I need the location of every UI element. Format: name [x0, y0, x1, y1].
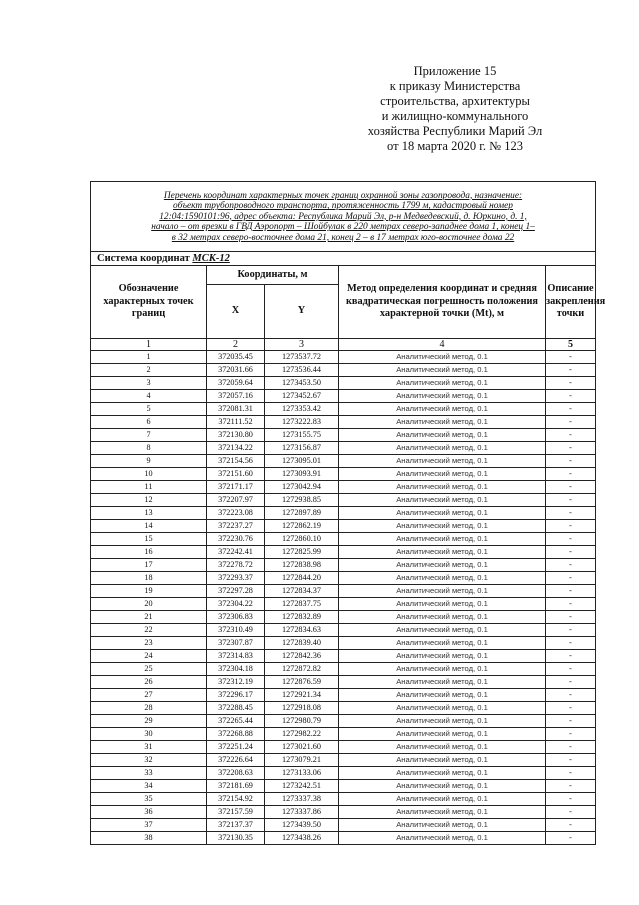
y-coordinate-cell: 1272832.89 — [265, 611, 339, 624]
point-number-cell: 8 — [91, 442, 207, 455]
y-coordinate-cell: 1272862.19 — [265, 520, 339, 533]
description-cell: - — [546, 533, 596, 546]
description-cell: - — [546, 806, 596, 819]
y-coordinate-cell: 1272982.22 — [265, 728, 339, 741]
x-coordinate-cell: 372134.22 — [207, 442, 265, 455]
method-cell: Аналитический метод, 0.1 — [339, 767, 546, 780]
point-number-cell: 6 — [91, 416, 207, 429]
description-cell: - — [546, 468, 596, 481]
method-cell: Аналитический метод, 0.1 — [339, 780, 546, 793]
description-cell: - — [546, 598, 596, 611]
table-row — [91, 741, 596, 754]
point-number-cell: 32 — [91, 754, 207, 767]
table-row — [91, 390, 596, 403]
y-coordinate-cell: 1272838.98 — [265, 559, 339, 572]
point-number-cell: 12 — [91, 494, 207, 507]
x-coordinate-cell: 372265.44 — [207, 715, 265, 728]
method-cell: Аналитический метод, 0.1 — [339, 637, 546, 650]
y-coordinate-cell: 1273536.44 — [265, 364, 339, 377]
table-row — [91, 663, 596, 676]
table-row — [91, 767, 596, 780]
method-cell: Аналитический метод, 0.1 — [339, 624, 546, 637]
x-coordinate-cell: 372111.52 — [207, 416, 265, 429]
description-cell: - — [546, 572, 596, 585]
y-coordinate-cell: 1272844.20 — [265, 572, 339, 585]
table-row — [91, 546, 596, 559]
x-coordinate-cell: 372223.08 — [207, 507, 265, 520]
intro-line: в 32 метрах северо-восточнее дома 21, конец 2 – в 17 метрах юго-восточнее дома 22 — [171, 232, 515, 243]
table-row — [91, 780, 596, 793]
x-coordinate-cell: 372208.63 — [207, 767, 265, 780]
table-row — [91, 715, 596, 728]
table-row — [91, 364, 596, 377]
description-cell: - — [546, 520, 596, 533]
table-row — [91, 468, 596, 481]
x-coordinate-cell: 372154.56 — [207, 455, 265, 468]
table-row — [91, 650, 596, 663]
table-row — [91, 819, 596, 832]
x-coordinate-cell: 372157.59 — [207, 806, 265, 819]
method-cell: Аналитический метод, 0.1 — [339, 559, 546, 572]
x-coordinate-cell: 372312.19 — [207, 676, 265, 689]
point-number-cell: 28 — [91, 702, 207, 715]
table-row — [91, 611, 596, 624]
point-number-cell: 36 — [91, 806, 207, 819]
point-number-cell: 20 — [91, 598, 207, 611]
column-number-row — [91, 339, 596, 351]
method-cell: Аналитический метод, 0.1 — [339, 416, 546, 429]
description-cell: - — [546, 702, 596, 715]
coordinate-system-cell — [91, 252, 596, 266]
table-row — [91, 455, 596, 468]
column-header-description: Описание закрепления точки — [546, 266, 596, 339]
method-cell: Аналитический метод, 0.1 — [339, 520, 546, 533]
x-coordinate-cell: 372230.76 — [207, 533, 265, 546]
point-number-cell: 21 — [91, 611, 207, 624]
description-cell: - — [546, 390, 596, 403]
y-coordinate-cell: 1272980.79 — [265, 715, 339, 728]
x-coordinate-cell: 372278.72 — [207, 559, 265, 572]
point-number-cell: 22 — [91, 624, 207, 637]
y-coordinate-cell: 1273133.06 — [265, 767, 339, 780]
description-cell: - — [546, 429, 596, 442]
method-cell: Аналитический метод, 0.1 — [339, 481, 546, 494]
method-cell: Аналитический метод, 0.1 — [339, 806, 546, 819]
y-coordinate-cell: 1272918.08 — [265, 702, 339, 715]
x-coordinate-cell: 372130.80 — [207, 429, 265, 442]
column-header-y: Y — [265, 285, 339, 339]
method-cell: Аналитический метод, 0.1 — [339, 741, 546, 754]
point-number-cell: 31 — [91, 741, 207, 754]
y-coordinate-cell: 1273156.87 — [265, 442, 339, 455]
description-cell: - — [546, 585, 596, 598]
y-coordinate-cell: 1273353.42 — [265, 403, 339, 416]
x-coordinate-cell: 372242.41 — [207, 546, 265, 559]
x-coordinate-cell: 372288.45 — [207, 702, 265, 715]
x-coordinate-cell: 372031.66 — [207, 364, 265, 377]
table-row — [91, 832, 596, 845]
column-header-x: X — [207, 285, 265, 339]
point-number-cell: 3 — [91, 377, 207, 390]
x-coordinate-cell: 372268.88 — [207, 728, 265, 741]
coordinate-system-label: Система координат — [97, 253, 190, 264]
method-cell: Аналитический метод, 0.1 — [339, 676, 546, 689]
y-coordinate-cell: 1272837.75 — [265, 598, 339, 611]
point-number-cell: 25 — [91, 663, 207, 676]
method-cell: Аналитический метод, 0.1 — [339, 793, 546, 806]
description-cell: - — [546, 741, 596, 754]
description-cell: - — [546, 663, 596, 676]
method-cell: Аналитический метод, 0.1 — [339, 351, 546, 364]
description-cell: - — [546, 559, 596, 572]
point-number-cell: 14 — [91, 520, 207, 533]
y-coordinate-cell: 1272938.85 — [265, 494, 339, 507]
intro-line: начало – от врезки в ГВД Аэропорт – Шойбулак в 220 метрах северо-западнее дома 1, конец 1– — [151, 222, 535, 233]
description-cell: - — [546, 676, 596, 689]
table-row — [91, 416, 596, 429]
point-number-cell: 38 — [91, 832, 207, 845]
coordinate-system-name: МСК-12 — [192, 253, 230, 264]
description-cell: - — [546, 416, 596, 429]
table-row — [91, 520, 596, 533]
description-cell: - — [546, 832, 596, 845]
x-coordinate-cell: 372181.69 — [207, 780, 265, 793]
method-cell: Аналитический метод, 0.1 — [339, 663, 546, 676]
intro-line: объект трубопроводного транспорта, протяженность 1799 м, кадастровый номер — [173, 201, 513, 212]
method-cell: Аналитический метод, 0.1 — [339, 468, 546, 481]
description-cell: - — [546, 494, 596, 507]
description-cell: - — [546, 637, 596, 650]
method-cell: Аналитический метод, 0.1 — [339, 572, 546, 585]
y-coordinate-cell: 1272897.89 — [265, 507, 339, 520]
y-coordinate-cell: 1273021.60 — [265, 741, 339, 754]
y-coordinate-cell: 1273222.83 — [265, 416, 339, 429]
point-number-cell: 27 — [91, 689, 207, 702]
point-number-cell: 11 — [91, 481, 207, 494]
y-coordinate-cell: 1272834.63 — [265, 624, 339, 637]
header-line: к приказу Министерства — [389, 79, 521, 93]
column-number: 5 — [546, 339, 596, 351]
method-cell: Аналитический метод, 0.1 — [339, 754, 546, 767]
point-number-cell: 19 — [91, 585, 207, 598]
y-coordinate-cell: 1272825.99 — [265, 546, 339, 559]
table-row — [91, 728, 596, 741]
method-cell: Аналитический метод, 0.1 — [339, 585, 546, 598]
y-coordinate-cell: 1272860.10 — [265, 533, 339, 546]
x-coordinate-cell: 372154.92 — [207, 793, 265, 806]
appendix-header — [330, 64, 580, 154]
y-coordinate-cell: 1273537.72 — [265, 351, 339, 364]
description-cell: - — [546, 780, 596, 793]
method-cell: Аналитический метод, 0.1 — [339, 403, 546, 416]
column-header-method: Метод определения координат и средняя квадратическая погрешность положения характерной точки (Mt), м — [339, 266, 546, 339]
description-cell: - — [546, 455, 596, 468]
y-coordinate-cell: 1273337.38 — [265, 793, 339, 806]
x-coordinate-cell: 372130.35 — [207, 832, 265, 845]
coordinate-system-row — [91, 252, 596, 266]
description-cell: - — [546, 728, 596, 741]
method-cell: Аналитический метод, 0.1 — [339, 507, 546, 520]
column-header-coordinates: Координаты, м — [207, 266, 339, 285]
point-number-cell: 35 — [91, 793, 207, 806]
point-number-cell: 4 — [91, 390, 207, 403]
description-cell: - — [546, 403, 596, 416]
method-cell: Аналитический метод, 0.1 — [339, 819, 546, 832]
method-cell: Аналитический метод, 0.1 — [339, 442, 546, 455]
point-number-cell: 13 — [91, 507, 207, 520]
y-coordinate-cell: 1272921.34 — [265, 689, 339, 702]
point-number-cell: 1 — [91, 351, 207, 364]
x-coordinate-cell: 372306.83 — [207, 611, 265, 624]
header-line: Приложение 15 — [413, 64, 497, 78]
method-cell: Аналитический метод, 0.1 — [339, 611, 546, 624]
x-coordinate-cell: 372035.45 — [207, 351, 265, 364]
point-number-cell: 23 — [91, 637, 207, 650]
table-row — [91, 377, 596, 390]
y-coordinate-cell: 1273337.86 — [265, 806, 339, 819]
table-row — [91, 598, 596, 611]
table-row — [91, 442, 596, 455]
x-coordinate-cell: 372207.97 — [207, 494, 265, 507]
description-cell: - — [546, 351, 596, 364]
y-coordinate-cell: 1273093.91 — [265, 468, 339, 481]
description-cell: - — [546, 507, 596, 520]
table-row — [91, 507, 596, 520]
table-row — [91, 533, 596, 546]
header-line: хозяйства Республики Марий Эл — [367, 124, 543, 138]
table-row — [91, 494, 596, 507]
x-coordinate-cell: 372304.18 — [207, 663, 265, 676]
coordinates-table — [90, 181, 606, 845]
method-cell: Аналитический метод, 0.1 — [339, 494, 546, 507]
y-coordinate-cell: 1273155.75 — [265, 429, 339, 442]
point-number-cell: 18 — [91, 572, 207, 585]
point-number-cell: 29 — [91, 715, 207, 728]
method-cell: Аналитический метод, 0.1 — [339, 598, 546, 611]
description-cell: - — [546, 611, 596, 624]
description-cell: - — [546, 377, 596, 390]
point-number-cell: 26 — [91, 676, 207, 689]
y-coordinate-cell: 1273042.94 — [265, 481, 339, 494]
coordinates-table-body — [91, 351, 596, 845]
table-row — [91, 585, 596, 598]
intro-cell — [91, 182, 596, 252]
table-row — [91, 637, 596, 650]
column-header-designation: Обозначение характерных точек границ — [91, 266, 207, 339]
point-number-cell: 24 — [91, 650, 207, 663]
table-row — [91, 481, 596, 494]
point-number-cell: 2 — [91, 364, 207, 377]
point-number-cell: 9 — [91, 455, 207, 468]
point-number-cell: 34 — [91, 780, 207, 793]
point-number-cell: 15 — [91, 533, 207, 546]
x-coordinate-cell: 372314.83 — [207, 650, 265, 663]
table-row — [91, 702, 596, 715]
point-number-cell: 16 — [91, 546, 207, 559]
point-number-cell: 7 — [91, 429, 207, 442]
y-coordinate-cell: 1273438.26 — [265, 832, 339, 845]
description-cell: - — [546, 715, 596, 728]
x-coordinate-cell: 372293.37 — [207, 572, 265, 585]
description-cell: - — [546, 546, 596, 559]
method-cell: Аналитический метод, 0.1 — [339, 728, 546, 741]
method-cell: Аналитический метод, 0.1 — [339, 832, 546, 845]
table-row — [91, 559, 596, 572]
y-coordinate-cell: 1273079.21 — [265, 754, 339, 767]
intro-row — [91, 182, 596, 252]
method-cell: Аналитический метод, 0.1 — [339, 390, 546, 403]
point-number-cell: 33 — [91, 767, 207, 780]
x-coordinate-cell: 372151.60 — [207, 468, 265, 481]
column-number: 2 — [207, 339, 265, 351]
table-row — [91, 689, 596, 702]
table-row — [91, 793, 596, 806]
column-number: 3 — [265, 339, 339, 351]
table-row — [91, 754, 596, 767]
method-cell: Аналитический метод, 0.1 — [339, 702, 546, 715]
point-number-cell: 10 — [91, 468, 207, 481]
y-coordinate-cell: 1272872.82 — [265, 663, 339, 676]
method-cell: Аналитический метод, 0.1 — [339, 689, 546, 702]
description-cell: - — [546, 767, 596, 780]
method-cell: Аналитический метод, 0.1 — [339, 715, 546, 728]
description-cell: - — [546, 689, 596, 702]
coordinates-table-container — [90, 181, 606, 845]
description-cell: - — [546, 364, 596, 377]
intro-line: 12:04:1590101:96, адрес объекта: Республика Марий Эл, р-н Медведевский, д. Юркино, д. 1, — [159, 211, 527, 222]
header-row-1 — [91, 266, 596, 285]
y-coordinate-cell: 1273452.67 — [265, 390, 339, 403]
method-cell: Аналитический метод, 0.1 — [339, 650, 546, 663]
description-cell: - — [546, 754, 596, 767]
table-row — [91, 572, 596, 585]
header-line: и жилищно-коммунального — [381, 109, 529, 123]
x-coordinate-cell: 372059.64 — [207, 377, 265, 390]
x-coordinate-cell: 372310.49 — [207, 624, 265, 637]
table-row — [91, 806, 596, 819]
x-coordinate-cell: 372307.87 — [207, 637, 265, 650]
y-coordinate-cell: 1273242.51 — [265, 780, 339, 793]
x-coordinate-cell: 372226.64 — [207, 754, 265, 767]
y-coordinate-cell: 1273453.50 — [265, 377, 339, 390]
description-cell: - — [546, 650, 596, 663]
intro-line: Перечень координат характерных точек границ охранной зоны газопровода, назначение: — [163, 190, 523, 201]
point-number-cell: 5 — [91, 403, 207, 416]
y-coordinate-cell: 1273439.50 — [265, 819, 339, 832]
x-coordinate-cell: 372304.22 — [207, 598, 265, 611]
description-cell: - — [546, 793, 596, 806]
description-cell: - — [546, 442, 596, 455]
description-cell: - — [546, 481, 596, 494]
table-row — [91, 429, 596, 442]
y-coordinate-cell: 1273095.01 — [265, 455, 339, 468]
header-line: от 18 марта 2020 г. № 123 — [387, 139, 523, 153]
description-cell: - — [546, 819, 596, 832]
header-line: строительства, архитектуры — [380, 94, 530, 108]
column-number: 1 — [91, 339, 207, 351]
table-row — [91, 624, 596, 637]
y-coordinate-cell: 1272876.59 — [265, 676, 339, 689]
table-row — [91, 351, 596, 364]
method-cell: Аналитический метод, 0.1 — [339, 533, 546, 546]
method-cell: Аналитический метод, 0.1 — [339, 364, 546, 377]
x-coordinate-cell: 372081.31 — [207, 403, 265, 416]
y-coordinate-cell: 1272839.40 — [265, 637, 339, 650]
x-coordinate-cell: 372297.28 — [207, 585, 265, 598]
point-number-cell: 17 — [91, 559, 207, 572]
description-cell: - — [546, 624, 596, 637]
point-number-cell: 37 — [91, 819, 207, 832]
x-coordinate-cell: 372237.27 — [207, 520, 265, 533]
point-number-cell: 30 — [91, 728, 207, 741]
x-coordinate-cell: 372057.16 — [207, 390, 265, 403]
x-coordinate-cell: 372171.17 — [207, 481, 265, 494]
column-number: 4 — [339, 339, 546, 351]
method-cell: Аналитический метод, 0.1 — [339, 546, 546, 559]
method-cell: Аналитический метод, 0.1 — [339, 377, 546, 390]
y-coordinate-cell: 1272842.36 — [265, 650, 339, 663]
x-coordinate-cell: 372137.37 — [207, 819, 265, 832]
method-cell: Аналитический метод, 0.1 — [339, 455, 546, 468]
table-row — [91, 403, 596, 416]
table-row — [91, 676, 596, 689]
y-coordinate-cell: 1272834.37 — [265, 585, 339, 598]
x-coordinate-cell: 372251.24 — [207, 741, 265, 754]
method-cell: Аналитический метод, 0.1 — [339, 429, 546, 442]
x-coordinate-cell: 372296.17 — [207, 689, 265, 702]
